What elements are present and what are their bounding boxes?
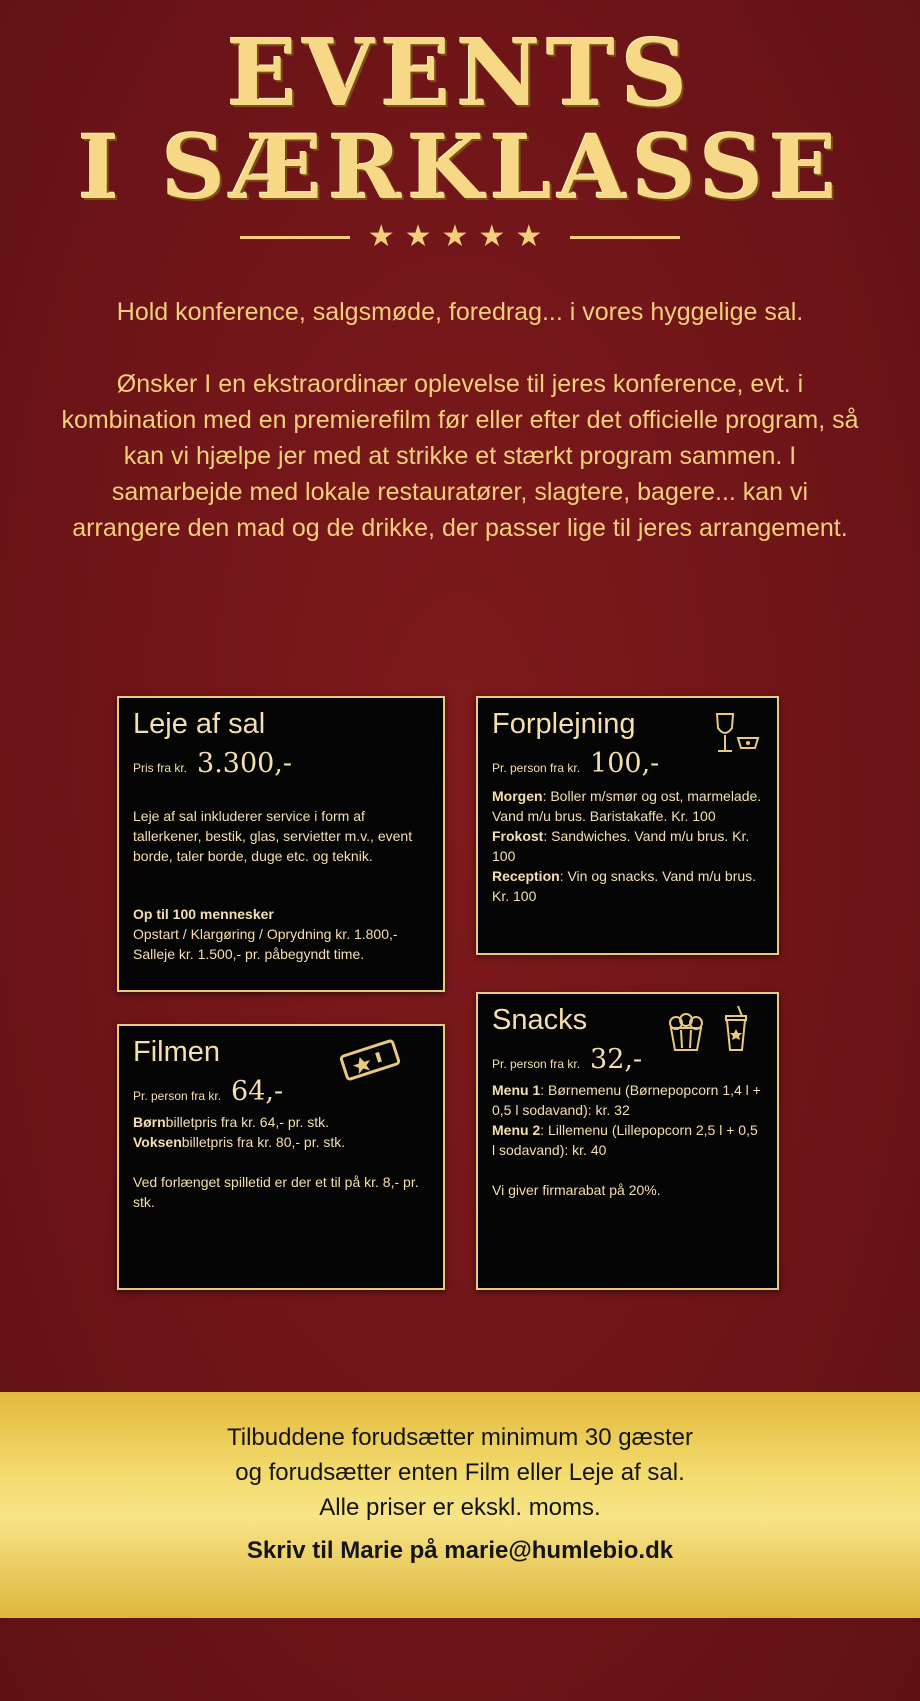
stars-icon: ★★★★★	[367, 219, 553, 254]
price-value: 3.300,-	[197, 748, 293, 779]
popcorn-icon	[666, 1012, 706, 1052]
card-title: Filmen	[133, 1036, 221, 1068]
card-title: Forplejning	[492, 708, 636, 740]
price-line-2: Salleje kr. 1.500,- pr. påbegyndt time.	[133, 946, 365, 962]
title-divider	[0, 219, 920, 254]
born-text: billetpris fra kr. 64,- pr. stk.	[165, 1114, 330, 1130]
price-value: 64,-	[231, 1076, 284, 1107]
wine-glass-icon	[714, 712, 736, 754]
banner-line-1: Tilbuddene forudsætter minimum 30 gæster	[227, 1424, 693, 1451]
contact-link[interactable]: Skriv til Marie på marie@humlebio.dk	[246, 1537, 674, 1564]
price-value: 32,-	[590, 1044, 643, 1075]
footer-banner	[0, 1392, 920, 1618]
frokost-label: Frokost	[492, 828, 544, 844]
menu1-text: : Børnemenu (Børnepopcorn 1,4 l + 0,5 l sodavand): kr. 32	[492, 1082, 761, 1118]
price-line-1: Opstart / Klargøring / Oprydning kr. 1.800,-	[133, 926, 398, 942]
menu2-text: : Lillemenu (Lillepopcorn 2,5 l + 0,5 l sodavand): kr. 40	[492, 1122, 758, 1158]
intro-paragraph-2: Ønsker I en ekstraordinær oplevelse til jeres konference, evt. i kombination med en premierefilm før eller efter det officielle program, så kan vi hjælpe jer med at strikke et stærkt program sammen. I samarbejde med lokale restauratører, slagtere, bagere... kan vi arrangere den mad og de drikke, der passer lige til jeres arrangement.	[61, 370, 859, 542]
card-title: Snacks	[492, 1004, 588, 1036]
menu1-label: Menu 1	[492, 1082, 541, 1098]
reception-label: Reception	[492, 868, 560, 884]
banner-line-2: og forudsætter enten Film eller Leje af sal.	[235, 1459, 685, 1486]
capacity-text: Op til 100 mennesker	[133, 906, 274, 922]
title-line-2: I SÆRKLASSE	[77, 115, 843, 219]
card-title: Leje af sal	[133, 708, 266, 740]
intro-text	[40, 294, 880, 582]
voksen-text: billetpris fra kr. 80,- pr. stk.	[181, 1134, 346, 1150]
banner-line-3: Alle priser er ekskl. moms.	[319, 1494, 601, 1521]
intro-paragraph-1: Hold konference, salgsmøde, foredrag... i vores hyggelige sal.	[116, 298, 804, 326]
card-snacks	[476, 992, 779, 1290]
discount-text: Vi giver firmarabat på 20%.	[492, 1182, 661, 1198]
title-line-1: EVENTS	[226, 19, 694, 127]
price-label: Pr. person fra kr.	[133, 1089, 222, 1103]
divider-line-right	[570, 236, 680, 239]
divider-line-left	[240, 236, 350, 239]
food-bowl-icon	[736, 732, 760, 750]
reception-text: : Vin og snacks. Vand m/u brus. Kr. 100	[492, 868, 757, 904]
morgen-label: Morgen	[492, 788, 543, 804]
morgen-text: : Boller m/smør og ost, marmelade. Vand m/u brus. Baristakaffe. Kr. 100	[492, 788, 762, 824]
ticket-icon	[337, 1036, 403, 1084]
card-filmen	[117, 1024, 445, 1290]
voksen-label: Voksen	[133, 1134, 182, 1150]
price-value: 100,-	[590, 748, 660, 779]
soda-cup-icon	[722, 1004, 750, 1054]
frokost-text: : Sandwiches. Vand m/u brus. Kr. 100	[492, 828, 750, 864]
price-label: Pr. person fra kr.	[492, 1057, 581, 1071]
card-forplejning	[476, 696, 779, 955]
born-label: Børn	[133, 1114, 166, 1130]
card-description: Leje af sal inkluderer service i form af tallerkener, bestik, glas, servietter m.v., event borde, taler borde, duge etc. og teknik.	[133, 808, 413, 864]
menu2-label: Menu 2	[492, 1122, 541, 1138]
filmen-note: Ved forlænget spilletid er der et til på kr. 8,- pr. stk.	[133, 1174, 419, 1210]
price-label: Pr. person fra kr.	[492, 761, 581, 775]
card-leje-af-sal	[117, 696, 445, 992]
price-label: Pris fra kr.	[133, 761, 188, 775]
